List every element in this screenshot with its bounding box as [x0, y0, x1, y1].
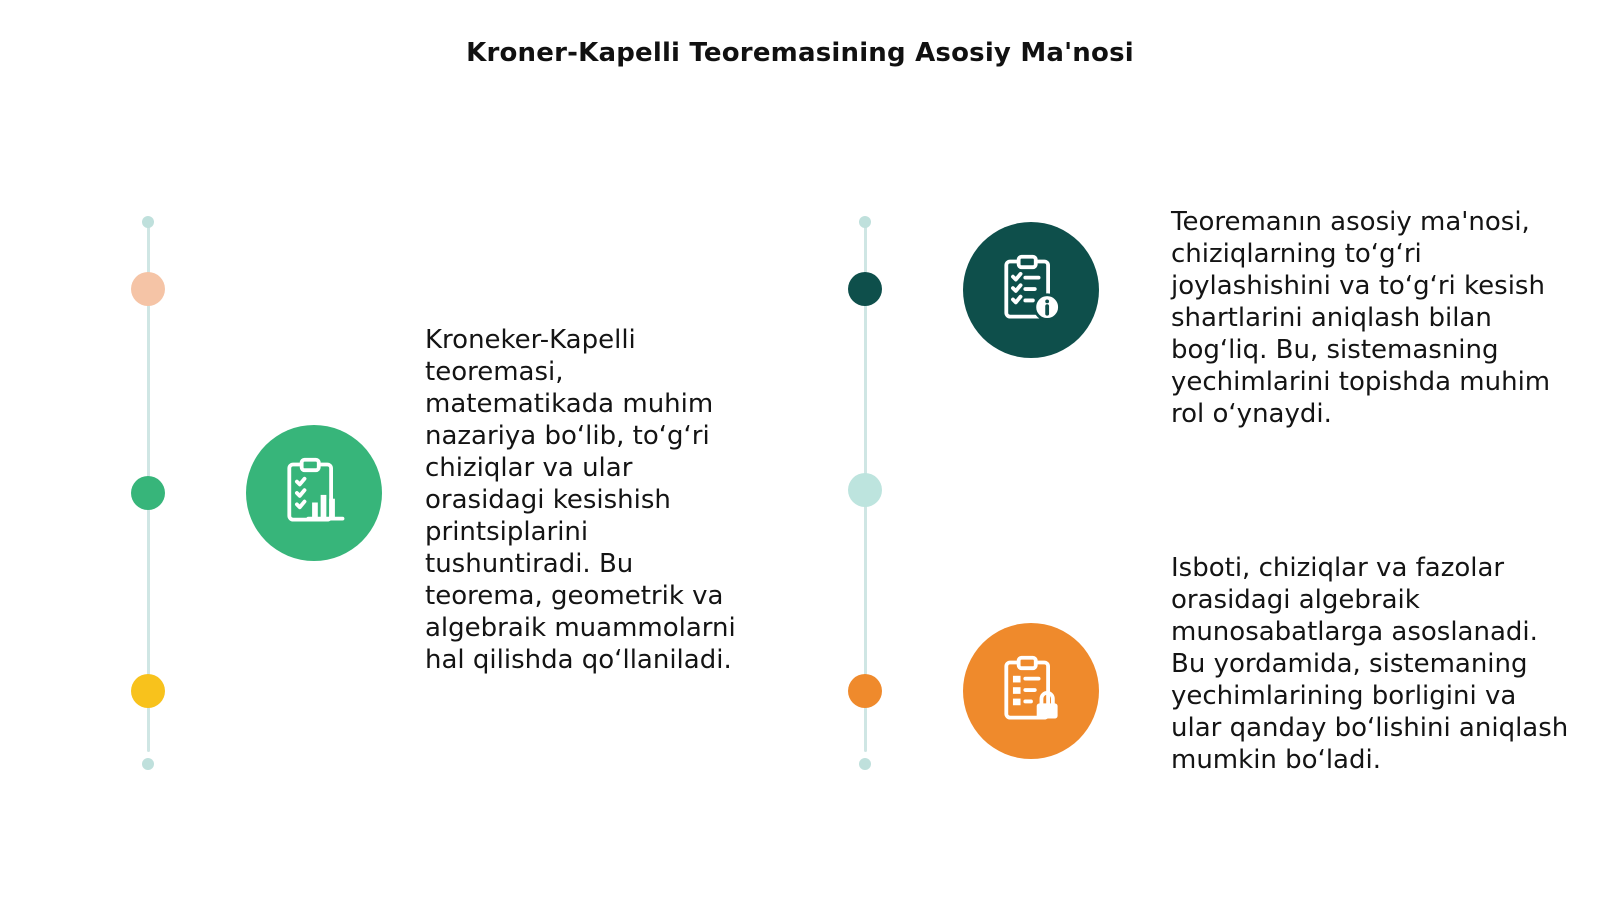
left-timeline-dot-peach [131, 272, 165, 306]
right-timeline-dot-mint [848, 473, 882, 507]
item-2-text: Teoremanın asosiy ma'nosi, chiziqlarning to‘g‘ri joylashishini va to‘g‘ri kesish shartlarini aniqlash bilan bog‘liq. Bu, sistemasning yechimlarini topishda muhim rol o‘ynaydi. [1171, 207, 1551, 429]
left-timeline-top-cap [142, 216, 154, 228]
left-timeline-dot-green [131, 476, 165, 510]
left-timeline-bottom-cap [142, 758, 154, 770]
page-title: Kroner-Kapelli Teoremasining Asosiy Ma'nosi [466, 38, 1134, 68]
right-timeline-dot-orange [848, 674, 882, 708]
item-1-text: Kroneker-Kapelli teoremasi, matematikada muhim nazariya bo‘lib, to‘g‘ri chiziqlar va ular orasidagi kesishish printsiplarini tushuntiradi. Bu teorema, geometrik va algebraik muammolarni hal qilishda qo‘llaniladi. [425, 325, 736, 675]
right-timeline-bottom-cap [859, 758, 871, 770]
right-timeline-top-cap [859, 216, 871, 228]
clipboard-chart-icon [246, 425, 382, 561]
left-timeline-dot-yellow [131, 674, 165, 708]
item-3-text: Isboti, chiziqlar va fazolar orasidagi algebraik munosabatlarga asoslanadi. Bu yordamida, sistemaning yechimlarining borligini va ular qanday bo‘lishini aniqlash mumkin bo‘ladi. [1171, 553, 1569, 775]
right-timeline-dot-dark-teal [848, 272, 882, 306]
clipboard-lock-icon [963, 623, 1099, 759]
clipboard-info-icon [963, 222, 1099, 358]
